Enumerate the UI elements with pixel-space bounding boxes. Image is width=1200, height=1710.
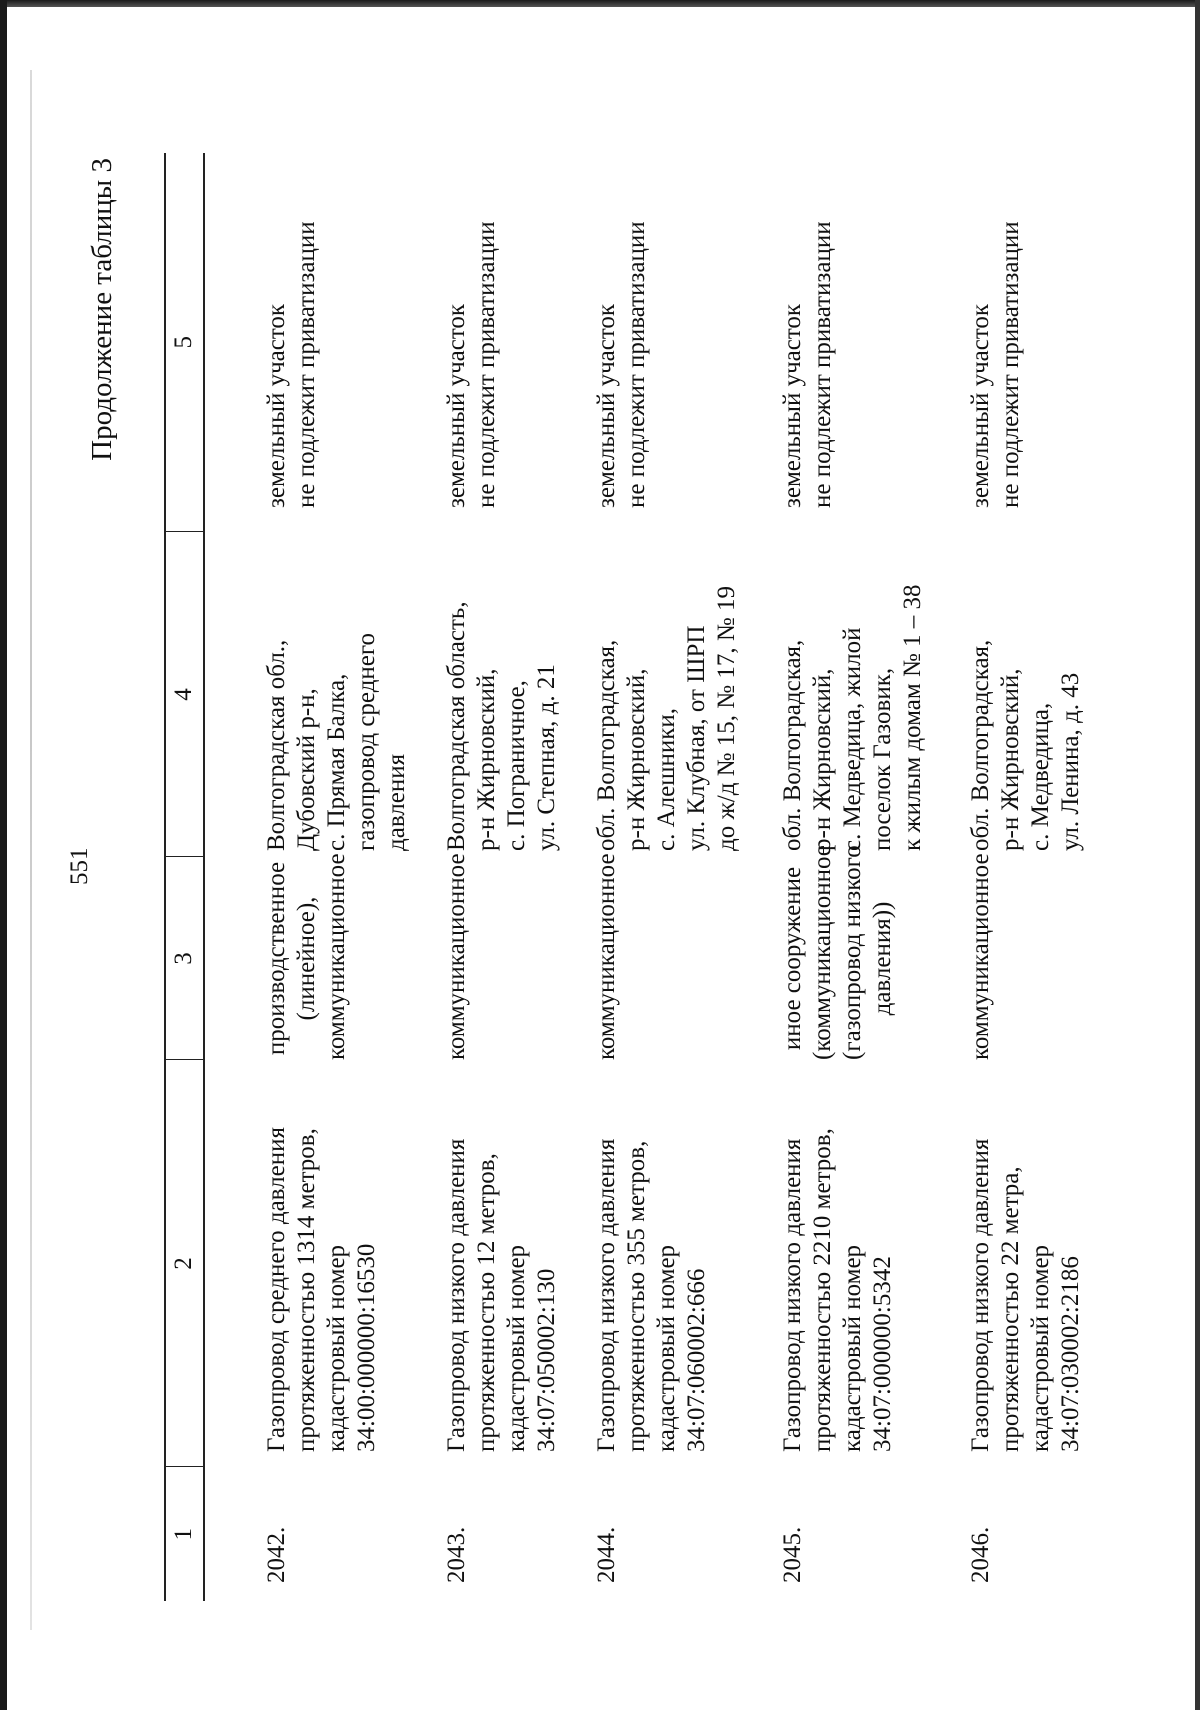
cell-note-line: не подлежит приватизации xyxy=(997,221,1024,508)
column-header-2: 2 xyxy=(165,1060,204,1467)
cell-object-name-line: кадастровый номер xyxy=(653,1244,680,1452)
cell-object-type-line: (линейное), xyxy=(293,896,320,1021)
table-row xyxy=(778,153,966,1601)
cell-object-name-line: 34:00:000000:16530 xyxy=(353,1243,380,1452)
cell-object-type xyxy=(966,853,1116,1060)
cell-object-name-line: протяженностью 355 метров, xyxy=(623,1140,650,1452)
cell-object-type xyxy=(778,845,966,1060)
cell-object-type-line: (коммуникационное xyxy=(809,845,836,1060)
cell-address-line: р-н Жирновский, xyxy=(623,668,650,851)
table-row xyxy=(204,153,442,1601)
cell-object-type-line: давления)) xyxy=(869,901,896,1016)
cell-address xyxy=(778,532,966,857)
cell-address-line: с. Алешники, xyxy=(653,707,680,851)
cell-object-name xyxy=(442,1060,592,1467)
cell-note-line: не подлежит приватизации xyxy=(623,221,650,508)
cell-object-type-line: коммуникационное xyxy=(443,853,470,1060)
cell-note xyxy=(204,153,442,532)
column-header-4: 4 xyxy=(165,532,204,857)
cell-note-line: не подлежит приватизации xyxy=(809,221,836,508)
cell-address-line: Дубовский р-н, xyxy=(293,688,320,851)
cell-object-type-line: коммуникационное xyxy=(593,853,620,1060)
cell-address xyxy=(592,532,778,857)
cell-address-line: р-н Жирновский, xyxy=(473,668,500,851)
cell-object-type-line: производственное xyxy=(263,861,290,1056)
cell-address xyxy=(442,532,592,857)
cell-object-name-line: кадастровый номер xyxy=(503,1244,530,1452)
cell-object-name-line: кадастровый номер xyxy=(839,1244,866,1452)
cell-address-line: до ж/д № 15, № 17, № 19 xyxy=(713,586,740,851)
cell-note-line: земельный участок xyxy=(263,303,290,508)
cell-object-name-line: Газопровод низкого давления xyxy=(967,1138,994,1452)
cell-object-name-line: 34:07:050002:130 xyxy=(533,1268,560,1452)
cell-note xyxy=(592,153,778,532)
cell-object-type-line: иное сооружение xyxy=(779,866,806,1051)
property-table xyxy=(164,153,1116,1601)
cell-row-number: 2043. xyxy=(443,1526,470,1583)
cell-object-name-line: протяженностью 12 метров, xyxy=(473,1153,500,1452)
cell-note-line: не подлежит приватизации xyxy=(293,221,320,508)
cell-row-number: 2045. xyxy=(779,1526,806,1583)
cell-note-line: земельный участок xyxy=(967,303,994,508)
cell-address-line: Волгоградская обл., xyxy=(263,639,290,851)
table-row xyxy=(442,153,592,1601)
table-row xyxy=(592,153,778,1601)
cell-row-number: 2042. xyxy=(263,1526,290,1583)
table-header-row xyxy=(165,153,204,1601)
cell-object-name xyxy=(778,1060,966,1467)
cell-note xyxy=(442,153,592,532)
column-header-3: 3 xyxy=(165,857,204,1060)
cell-object-name-line: Газопровод низкого давления xyxy=(593,1138,620,1452)
cell-address xyxy=(966,532,1116,857)
cell-object-name-line: протяженностью 2210 метров, xyxy=(809,1128,836,1452)
cell-object-name-line: протяженностью 22 метра, xyxy=(997,1166,1024,1452)
cell-address-line: обл. Волгоградская, xyxy=(967,639,994,851)
cell-address-line: с. Медведица, жилой xyxy=(839,627,866,851)
cell-address xyxy=(204,532,442,857)
cell-note xyxy=(778,153,966,532)
cell-object-type xyxy=(204,853,442,1060)
cell-address-line: с. Пограничное, xyxy=(503,680,530,851)
cell-address-line: р-н Жирновский, xyxy=(997,668,1024,851)
cell-address-line: ул. Клубная, от ШРП xyxy=(683,625,710,851)
cell-row-number: 2044. xyxy=(593,1526,620,1583)
cell-object-name-line: Газопровод низкого давления xyxy=(443,1138,470,1452)
cell-object-type-line: (газопровод низкого xyxy=(839,845,866,1060)
page-number: 551 xyxy=(66,847,93,885)
cell-address-line: поселок Газовик, xyxy=(869,667,896,851)
column-header-1: 1 xyxy=(165,1467,204,1601)
cell-object-name-line: кадастровый номер xyxy=(1027,1244,1054,1452)
column-header-5: 5 xyxy=(165,153,204,532)
cell-address-line: с. Медведица, xyxy=(1027,702,1054,851)
cell-address-line: ул. Степная, д. 21 xyxy=(533,664,560,851)
cell-object-name xyxy=(966,1060,1116,1467)
cell-object-type xyxy=(442,853,592,1060)
cell-address-line: давления xyxy=(383,753,410,851)
cell-row-number: 2046. xyxy=(967,1526,994,1583)
cell-object-name-line: 34:07:000000:5342 xyxy=(869,1256,896,1452)
cell-note-line: земельный участок xyxy=(443,303,470,508)
cell-note-line: земельный участок xyxy=(779,303,806,508)
cell-object-name-line: протяженностью 1314 метров, xyxy=(293,1128,320,1452)
cell-object-name xyxy=(204,1060,442,1467)
cell-object-name xyxy=(592,1060,778,1467)
table-caption: Продолжение таблицы 3 xyxy=(86,158,118,461)
cell-object-name-line: кадастровый номер xyxy=(323,1244,350,1452)
table-row xyxy=(966,153,1116,1601)
cell-address-line: обл. Волгоградская, xyxy=(593,639,620,851)
cell-address-line: Волгоградская область, xyxy=(443,601,470,851)
cell-object-type xyxy=(592,853,778,1060)
cell-address-line: газопровод среднего xyxy=(353,632,380,851)
cell-note-line: не подлежит приватизации xyxy=(473,221,500,508)
cell-address-line: ул. Ленина, д. 43 xyxy=(1057,672,1084,851)
cell-object-name-line: 34:07:060002:666 xyxy=(683,1268,710,1452)
cell-address-line: к жилым домам № 1 – 38 xyxy=(899,584,926,851)
cell-note-line: земельный участок xyxy=(593,303,620,508)
cell-object-type-line: коммуникационное xyxy=(967,853,994,1060)
cell-object-type-line: коммуникационное xyxy=(323,853,350,1060)
cell-object-name-line: Газопровод низкого давления xyxy=(779,1138,806,1452)
cell-object-name-line: 34:07:030002:2186 xyxy=(1057,1256,1084,1452)
cell-address-line: р-н Жирновский, xyxy=(809,668,836,851)
cell-address-line: с. Прямая Балка, xyxy=(323,673,350,851)
cell-note xyxy=(966,153,1116,532)
cell-address-line: обл. Волгоградская, xyxy=(779,639,806,851)
cell-object-name-line: Газопровод среднего давления xyxy=(263,1127,290,1452)
